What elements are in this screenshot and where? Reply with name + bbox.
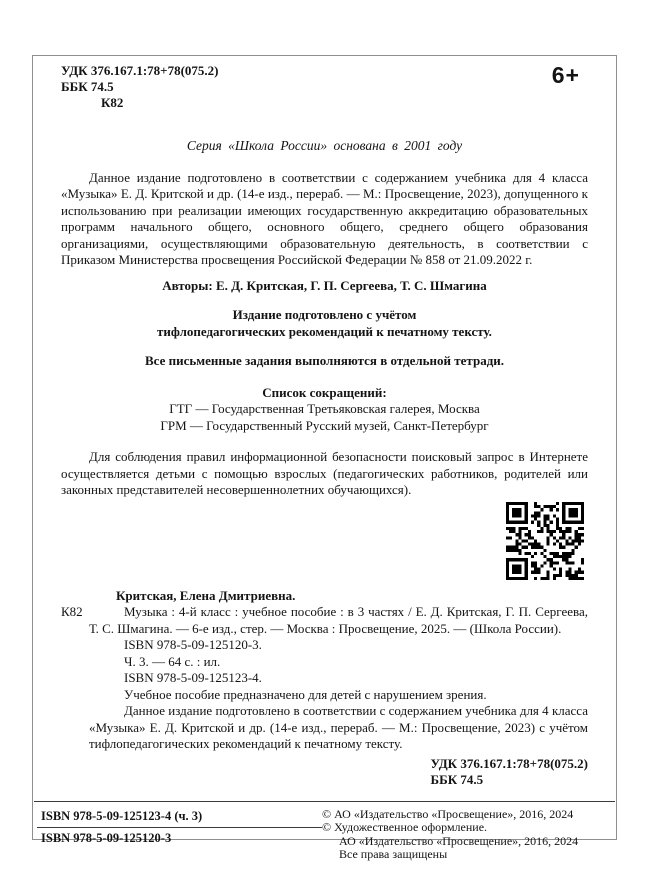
catalog-entry [61, 604, 588, 753]
catalog-isbn-second: ISBN 978-5-09-125123-4. [124, 670, 262, 685]
classification-codes [61, 63, 219, 111]
authors-line: Авторы: Е. Д. Критская, Г. П. Сергеева, Т. С. Шмагина [162, 277, 487, 293]
copyright-column [322, 806, 612, 862]
page-frame [32, 55, 617, 861]
imprint-footer [37, 801, 612, 862]
bbk-code: ББК 74.5 [61, 79, 114, 94]
series-note: Серия «Школа России» основана в 2001 году [186, 138, 463, 153]
catalog-codes-block [61, 756, 588, 789]
qr-code-row [61, 502, 584, 582]
isbn-full-line: ISBN 978-5-09-125120-3 [41, 831, 172, 845]
catalog-part-info: Ч. 3. — 64 с. : ил. [124, 653, 221, 669]
author-sign-code: К82 [101, 95, 124, 110]
catalog-bbk: ББК 74.5 [430, 772, 484, 787]
abbreviations-title: Список сокращений: [262, 384, 387, 400]
abbreviation-gtg: ГТГ — Государственная Третьяковская галерея, Москва [169, 401, 480, 416]
internet-safety-paragraph: Для соблюдения правил информационной безопасности поисковый запрос в Интернете осуществляется детьми с помощью взрослых (педагогических работников, родителей или законных представителей несовершеннолетних обучающихся). [61, 449, 588, 497]
abbreviation-grm: ГРМ — Государственный Русский музей, Санкт-Петербург [160, 417, 489, 433]
imprint-page-content [33, 56, 616, 861]
isbn-column [37, 806, 322, 862]
edition-paragraph: Данное издание подготовлено в соответствии с содержанием учебника для 4 класса «Музыка» Е. Д. Критской и др. (14-е изд., перераб. — М.: Просвещение, 2023), допущенного к использованию при реализации имеющих государственную аккредитацию образовательных программ начального общего, основного общего, среднего общего образования организациями, осуществляющими образовательную деятельность, в соответствии с Приказом Министерства просвещения Российской Федерации № 858 от 21.09.2022 г. [61, 169, 588, 267]
isbn-part-line: ISBN 978-5-09-125123-4 (ч. 3) [41, 808, 203, 823]
copyright-line-3: АО «Издательство «Просвещение», 2016, 2024 [339, 833, 579, 848]
tiflo-note-line2: тифлопедагогических рекомендаций к печатному тексту. [157, 323, 492, 339]
catalog-card [61, 588, 588, 789]
qr-code [506, 502, 584, 580]
copyright-line-1: © АО «Издательство «Просвещение», 2016, 2024 [322, 806, 574, 821]
copyright-line-4: Все права защищены [339, 847, 448, 861]
catalog-purpose-note: Учебное пособие предназначено для детей с нарушением зрения. [124, 686, 487, 702]
catalog-edition-note: Данное издание подготовлено в соответствии с содержанием учебника для 4 класса «Музыка» Е. Д. Критской и др. (14-е изд., перераб. — М.: Просвещение, 2023) с учётом тифлопедагогических рекомендаций к печатному тексту. [89, 703, 588, 751]
catalog-isbn-first: ISBN 978-5-09-125120-3. [124, 637, 262, 652]
tiflo-note-line1: Издание подготовлено с учётом [232, 307, 417, 322]
age-rating-badge: 6+ [551, 62, 580, 88]
copyright-line-2: © Художественное оформление. [322, 820, 488, 834]
catalog-entry-code: К82 [61, 604, 83, 619]
udk-code: УДК 376.167.1:78+78(075.2) [61, 63, 219, 78]
written-tasks-note: Все письменные задания выполняются в отдельной тетради. [144, 353, 505, 368]
catalog-description: Музыка : 4-й класс : учебное пособие : в 3 частях / Е. Д. Критская, Г. П. Сергеева, Т. С. Шмагина. — 6-е изд., стер. — Москва : Просвещение, 2025. — (Школа России). [89, 604, 588, 636]
catalog-author-heading: Критская, Елена Дмитриевна. [116, 587, 296, 603]
top-codes-row [61, 63, 588, 111]
footer-divider [34, 801, 615, 802]
catalog-udk: УДК 376.167.1:78+78(075.2) [430, 755, 588, 771]
